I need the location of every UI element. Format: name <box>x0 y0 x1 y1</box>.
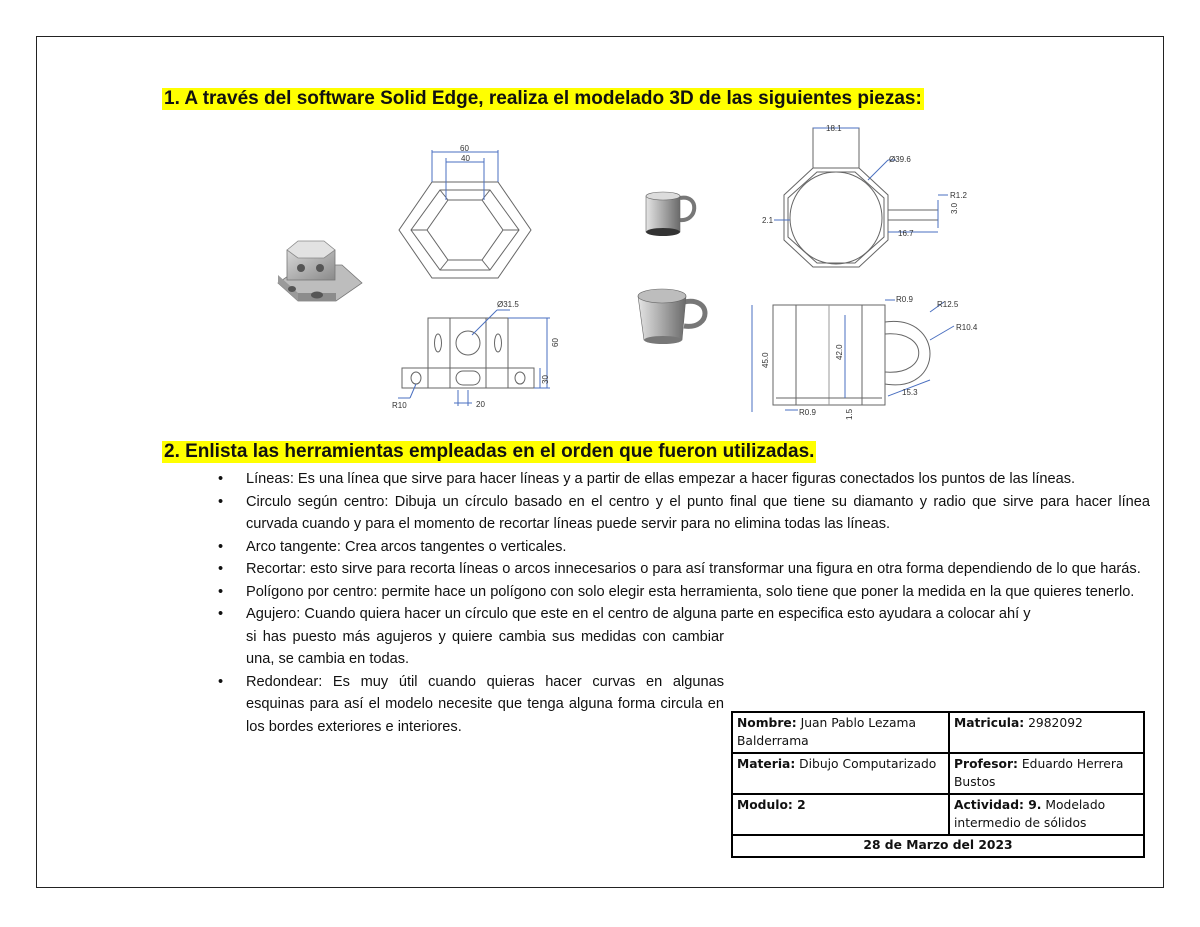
dim-p1-dia: Ø31.5 <box>497 300 519 309</box>
piece2-front-view <box>752 300 954 412</box>
dim-p2-r12: R1.2 <box>950 191 967 200</box>
dim-p1-h60: 60 <box>551 338 560 347</box>
nombre-cell: Nombre: Juan Pablo Lezama Balderrama <box>732 712 949 753</box>
dim-p2-h15: 1.5 <box>845 408 854 420</box>
list-item: • Recortar: esto sirve para recorta líneas o arcos innecesarios o para así transformar una figura en otra forma dependiendo de lo que harás. <box>218 558 1150 581</box>
list-item: • Circulo según centro: Dibuja un círculo basado en el centro y el punto final que tiene su diamanto y radio que sirve para hacer línea curvada cuando y para el momento de recortar líneas puede servir para no elimina todas las líneas. <box>218 491 1150 536</box>
dim-p2-top-w: 18.1 <box>826 124 842 133</box>
bullet: • <box>218 538 224 555</box>
bullet: • <box>218 471 224 487</box>
student-info-table <box>731 711 1145 858</box>
piece2-render-large <box>638 289 705 344</box>
dim-p2-w21: 2.1 <box>762 216 774 225</box>
modulo-cell: Modulo: 2 <box>732 794 949 835</box>
dim-p2-r09b: R0.9 <box>799 408 816 417</box>
piece1-front-view <box>398 310 550 406</box>
dim-p2-r125: R12.5 <box>937 300 959 309</box>
piece2-top-view <box>774 128 948 267</box>
bullet: • <box>218 673 224 690</box>
piece1-render <box>278 241 362 301</box>
profesor-cell: Profesor: Eduardo Herrera Bustos <box>949 753 1144 794</box>
bullet: • <box>218 561 224 577</box>
bullet: • <box>218 606 224 622</box>
piece2-render-small <box>646 192 694 236</box>
dim-p1-h30: 30 <box>541 375 550 384</box>
date-cell: 28 de Marzo del 2023 <box>732 835 1144 857</box>
dim-p1-w20: 20 <box>476 400 485 409</box>
bullet: • <box>218 583 224 600</box>
list-item: • Líneas: Es una línea que sirve para hacer líneas y a partir de ellas empezar a hacer figuras conectados los puntos de las líneas. <box>218 468 1150 491</box>
matricula-cell: Matricula: 2982092 <box>949 712 1144 753</box>
dim-p2-r104: R10.4 <box>956 323 978 332</box>
dim-p2-dia: Ø39.6 <box>889 155 911 164</box>
dim-p1-r10: R10 <box>392 401 407 410</box>
dim-p2-w153: 15.3 <box>902 388 918 397</box>
actividad-cell: Actividad: 9. Modelado intermedio de sólidos <box>949 794 1144 835</box>
dim-p1-top-40: 40 <box>461 154 470 163</box>
list-item: • Polígono por centro: permite hace un polígono con solo elegir esta herramienta, solo tiene que poner la medida en la que quieres tenerlo. <box>218 581 1150 604</box>
dim-p2-r09a: R0.9 <box>896 295 913 304</box>
list-item: • Redondear: Es muy útil cuando quieras hacer curvas en algunas esquinas para así el modelo necesite que tenga alguna forma circula en los bordes exteriores e interiores. <box>218 671 724 739</box>
dim-p1-top-60: 60 <box>460 144 469 153</box>
materia-cell: Materia: Dibujo Computarizado <box>732 753 949 794</box>
tools-list <box>218 468 1150 738</box>
list-item: • Agujero: Cuando quiera hacer un círculo que este en el centro de alguna parte en especifica esto ayudara a colocar ahí y <box>218 603 1150 626</box>
dim-p2-w167: 16.7 <box>898 229 914 238</box>
piece1-top-view <box>399 150 531 278</box>
technical-drawings <box>0 0 1200 440</box>
list-item-continuation: si has puesto más agujeros y quiere cambia sus medidas con cambiar una, se cambia en todas. <box>246 628 724 667</box>
dim-p2-h450: 45.0 <box>761 352 770 368</box>
dim-p2-h30: 3.0 <box>950 202 959 214</box>
list-item: • Arco tangente: Crea arcos tangentes o verticales. <box>218 536 1150 559</box>
dim-p2-h420: 42.0 <box>835 344 844 360</box>
bullet: • <box>218 493 224 510</box>
question-2-heading: 2. Enlista las herramientas empleadas en el orden que fueron utilizadas. <box>164 441 815 462</box>
question-1-heading: 1. A través del software Solid Edge, realiza el modelado 3D de las siguientes piezas: <box>164 88 922 109</box>
